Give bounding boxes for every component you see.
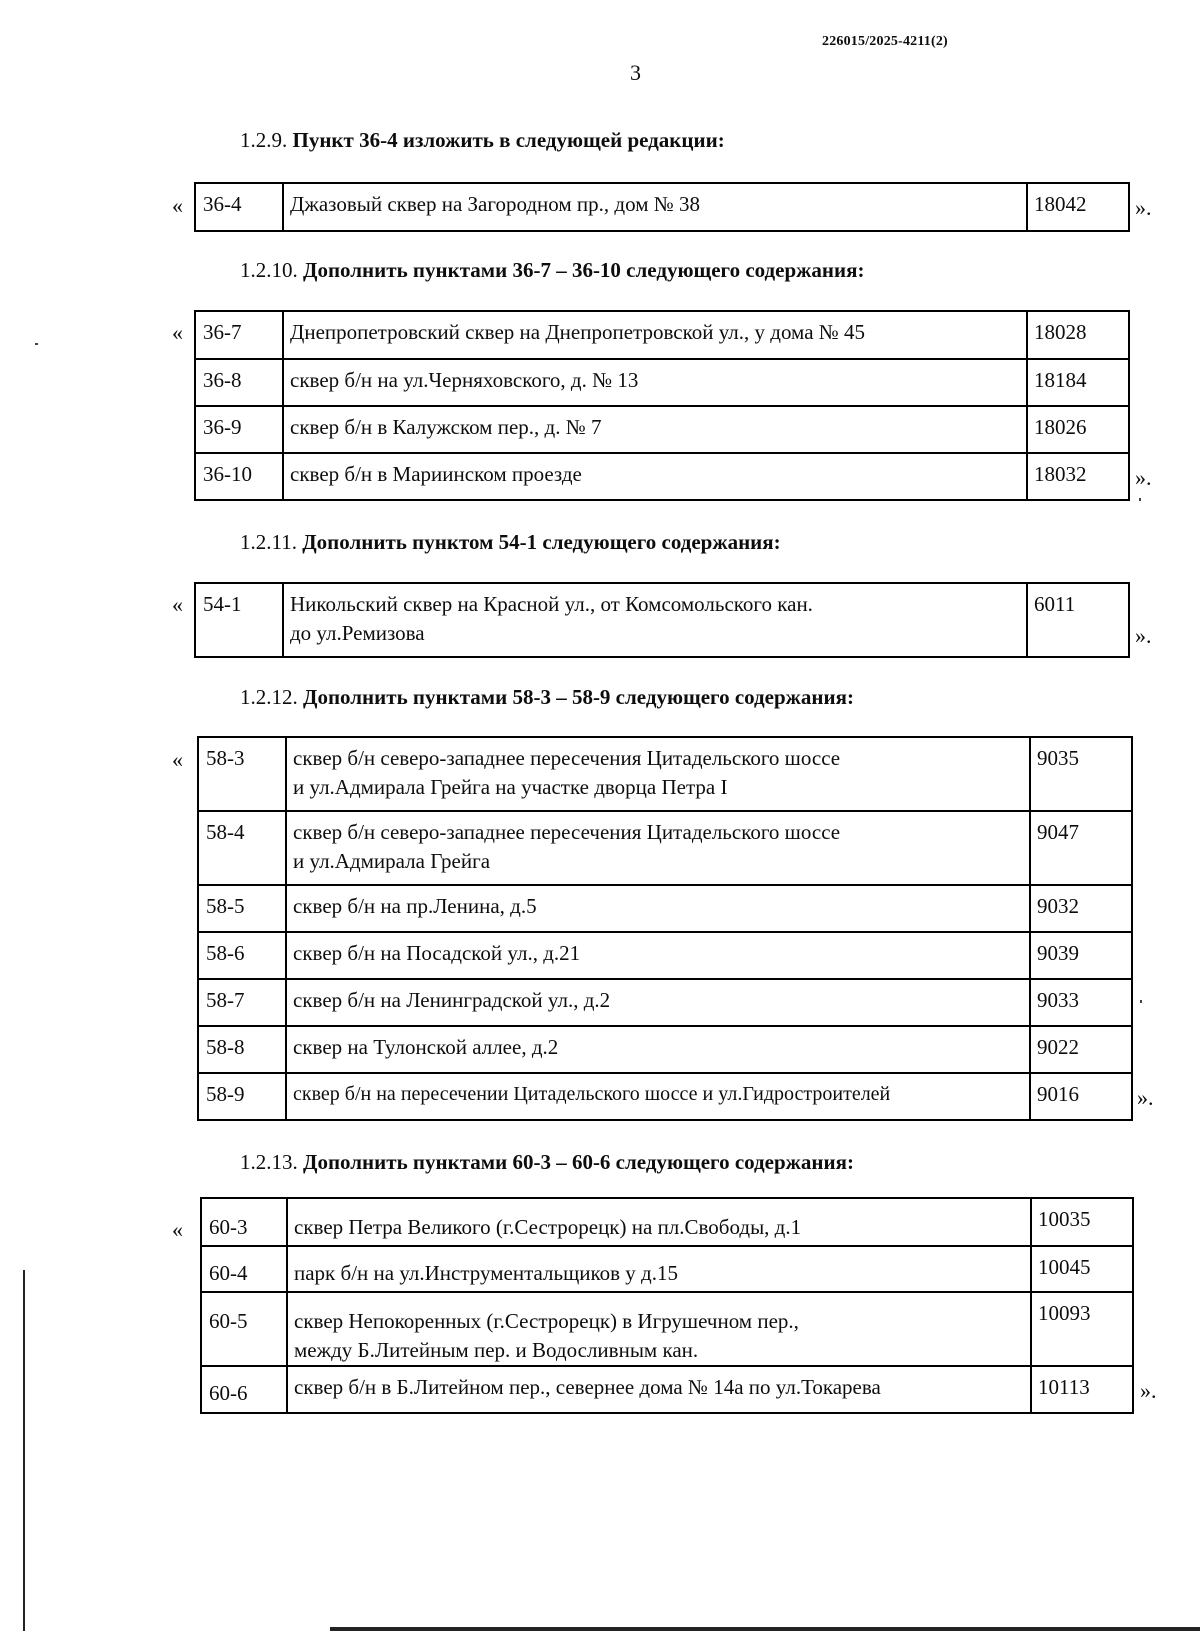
- table-row: [198, 737, 1132, 811]
- open-quote: «: [172, 320, 183, 345]
- open-quote: «: [172, 747, 183, 772]
- item-code: 18184: [1027, 359, 1129, 406]
- section-heading: 1.2.11. Дополнить пунктом 54-1 следующего содержания:: [240, 530, 781, 554]
- close-quote: ».: [1135, 195, 1152, 220]
- item-code: 9047: [1030, 811, 1132, 885]
- item-name-line: между Б.Литейным пер. и Водосливным кан.: [294, 1338, 699, 1362]
- item-name-line: сквер Непокоренных (г.Сестрорецк) в Игрушечном пер.,: [294, 1309, 799, 1333]
- table-row: [201, 1246, 1133, 1292]
- item-name: парк б/н на ул.Инструментальщиков у д.15: [287, 1246, 1031, 1292]
- item-name: Джазовый сквер на Загородном пр., дом № 38: [283, 183, 1027, 231]
- item-name-line: Никольский сквер на Красной ул., от Комсомольского кан.: [290, 592, 813, 616]
- open-quote: «: [172, 193, 183, 218]
- item-name-line: сквер б/н северо-западнее пересечения Цитадельского шоссе: [293, 820, 841, 844]
- close-quote: ».: [1135, 623, 1152, 648]
- item-number: 60-4: [201, 1246, 287, 1292]
- item-name-line: и ул.Адмирала Грейга: [293, 849, 491, 873]
- item-name-line: до ул.Ремизова: [290, 621, 425, 645]
- item-number: 36-10: [195, 453, 283, 500]
- item-number: 60-3: [201, 1198, 287, 1246]
- item-number: 36-8: [195, 359, 283, 406]
- section-table: [194, 582, 1130, 658]
- item-code: 10093: [1031, 1292, 1133, 1366]
- section-heading: 1.2.10. Дополнить пунктами 36-7 – 36-10 следующего содержания:: [240, 258, 865, 282]
- page-number: 3: [630, 60, 641, 85]
- item-number: 36-9: [195, 406, 283, 453]
- table-row: [198, 932, 1132, 979]
- item-code: 10045: [1031, 1246, 1133, 1292]
- item-name: [287, 1292, 1031, 1366]
- table-row: [195, 406, 1129, 453]
- section-table: [200, 1197, 1134, 1414]
- table-row: [195, 183, 1129, 231]
- item-name: сквер б/н в Мариинском проезде: [283, 453, 1027, 500]
- item-number: 58-6: [198, 932, 286, 979]
- item-code: 18042: [1027, 183, 1129, 231]
- item-name: сквер б/н в Калужском пер., д. № 7: [283, 406, 1027, 453]
- open-quote: «: [172, 592, 183, 617]
- item-number: 36-7: [195, 311, 283, 359]
- item-number: 54-1: [195, 583, 283, 657]
- item-name: сквер б/н в Б.Литейном пер., севернее дома № 14а по ул.Токарева: [287, 1366, 1031, 1413]
- item-code: 9033: [1030, 979, 1132, 1026]
- item-name: Днепропетровский сквер на Днепропетровской ул., у дома № 45: [283, 311, 1027, 359]
- item-number: 58-5: [198, 885, 286, 932]
- item-name: [283, 583, 1027, 657]
- section-table: [194, 182, 1130, 232]
- item-number: 58-4: [198, 811, 286, 885]
- item-name: сквер б/н на Ленинградской ул., д.2: [286, 979, 1030, 1026]
- item-name: сквер б/н на Посадской ул., д.21: [286, 932, 1030, 979]
- item-number: 60-5: [201, 1292, 287, 1366]
- table-row: [201, 1198, 1133, 1246]
- close-quote: ».: [1140, 1378, 1157, 1403]
- item-code: 6011: [1027, 583, 1129, 657]
- document-number: 226015/2025-4211(2): [822, 34, 948, 49]
- table-row: [195, 453, 1129, 500]
- section-heading: 1.2.9. Пункт 36-4 изложить в следующей редакции:: [240, 128, 725, 152]
- table-row: [198, 811, 1132, 885]
- item-name: сквер б/н на пересечении Цитадельского шоссе и ул.Гидростроителей: [286, 1073, 1030, 1120]
- item-name-line: и ул.Адмирала Грейга на участке дворца Петра I: [293, 775, 728, 799]
- section-heading: 1.2.13. Дополнить пунктами 60-3 – 60-6 следующего содержания:: [240, 1150, 854, 1174]
- table-row: [198, 1026, 1132, 1073]
- item-number: 58-9: [198, 1073, 286, 1120]
- item-name: [286, 811, 1030, 885]
- close-quote: ».: [1135, 465, 1152, 490]
- item-number: 60-6: [201, 1366, 287, 1413]
- close-quote: ».: [1137, 1085, 1154, 1110]
- item-code: 9022: [1030, 1026, 1132, 1073]
- item-code: 10113: [1031, 1366, 1133, 1413]
- item-code: 10035: [1031, 1198, 1133, 1246]
- scan-edge-left: [23, 1270, 25, 1631]
- table-row: [201, 1366, 1133, 1413]
- item-code: 18032: [1027, 453, 1129, 500]
- item-number: 36-4: [195, 183, 283, 231]
- item-code: 9039: [1030, 932, 1132, 979]
- item-number: 58-3: [198, 737, 286, 811]
- section-table: [194, 310, 1130, 501]
- item-number: 58-7: [198, 979, 286, 1026]
- open-quote: «: [172, 1217, 183, 1242]
- scan-speck: [35, 343, 38, 345]
- section-heading: 1.2.12. Дополнить пунктами 58-3 – 58-9 следующего содержания:: [240, 685, 854, 709]
- item-number: 58-8: [198, 1026, 286, 1073]
- item-name: сквер б/н на пр.Ленина, д.5: [286, 885, 1030, 932]
- item-name: сквер на Тулонской аллее, д.2: [286, 1026, 1030, 1073]
- table-row: [198, 1073, 1132, 1120]
- scan-speck: [1139, 498, 1141, 501]
- table-row: [195, 583, 1129, 657]
- table-row: [201, 1292, 1133, 1366]
- table-row: [195, 359, 1129, 406]
- item-name: сквер б/н на ул.Черняховского, д. № 13: [283, 359, 1027, 406]
- table-row: [195, 311, 1129, 359]
- table-row: [198, 979, 1132, 1026]
- section-table: [197, 736, 1133, 1121]
- scan-edge-bottom: [330, 1627, 1200, 1631]
- item-code: 9032: [1030, 885, 1132, 932]
- item-code: 9035: [1030, 737, 1132, 811]
- table-row: [198, 885, 1132, 932]
- item-code: 9016: [1030, 1073, 1132, 1120]
- item-code: 18026: [1027, 406, 1129, 453]
- item-code: 18028: [1027, 311, 1129, 359]
- item-name: [286, 737, 1030, 811]
- item-name: сквер Петра Великого (г.Сестрорецк) на пл.Свободы, д.1: [287, 1198, 1031, 1246]
- item-name-line: сквер б/н северо-западнее пересечения Цитадельского шоссе: [293, 746, 841, 770]
- scan-speck: [1140, 1000, 1142, 1003]
